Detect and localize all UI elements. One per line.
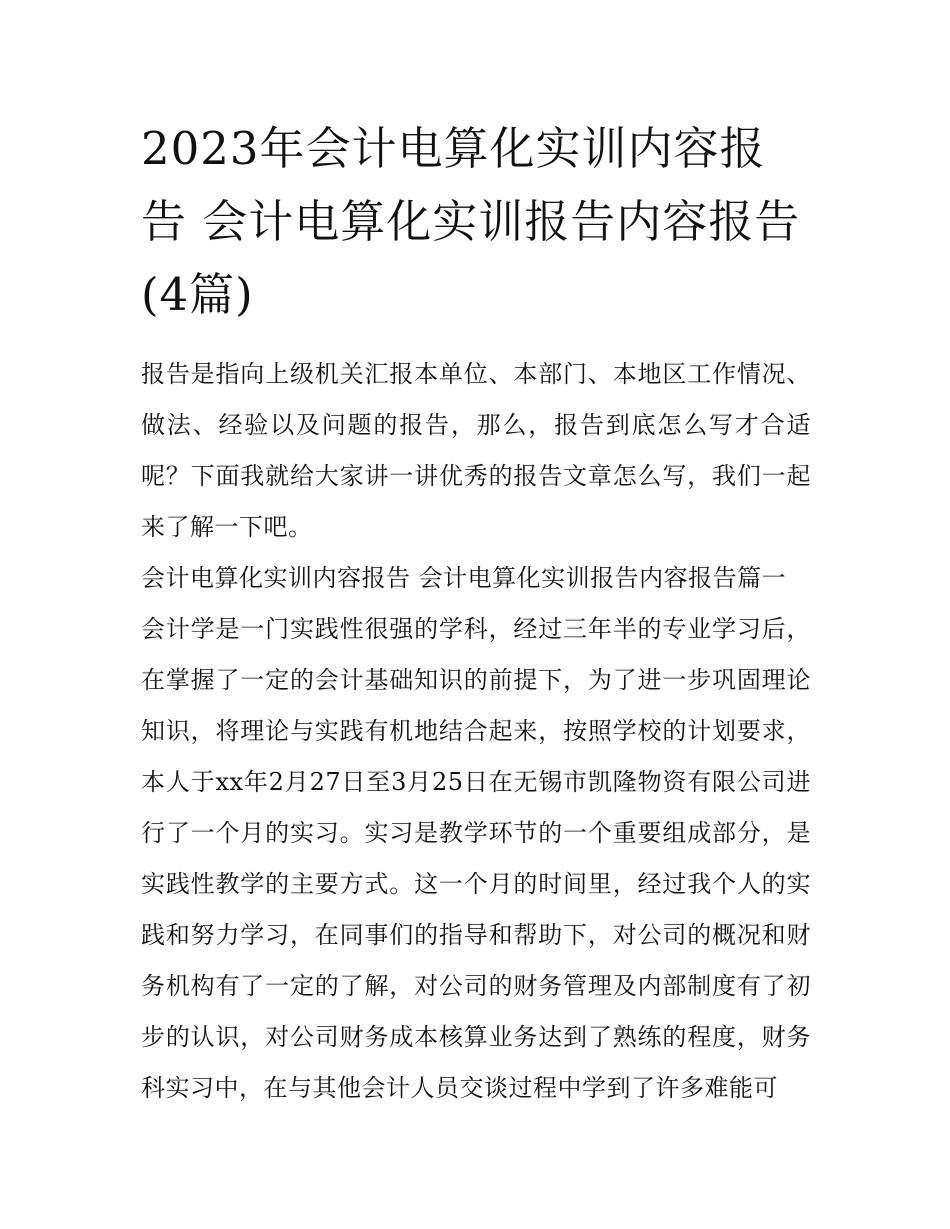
- document-content: [141, 112, 811, 1114]
- body-paragraph: 会计学是一门实践性很强的学科，经过三年半的专业学习后，在掌握了一定的会计基础知识的前提下，为了进一步巩固理论知识，将理论与实践有机地结合起来，按照学校的计划要求，本人于xx年2月27日至3月25日在无锡市凯隆物资有限公司进行了一个月的实习。实习是教学环节的一个重要组成部分，是实践性教学的主要方式。这一个月的时间里，经过我个人的实践和努力学习，在同事们的指导和帮助下，对公司的概况和财务机构有了一定的了解，对公司的财务管理及内部制度有了初步的认识，对公司财务成本核算业务达到了熟练的程度，财务科实习中，在与其他会计人员交谈过程中学到了许多难能可: [141, 615, 811, 1102]
- document-title: 2023年会计电算化实训内容报告 会计电算化实训报告内容报告(4篇): [141, 122, 801, 321]
- intro-paragraph: 报告是指向上级机关汇报本单位、本部门、本地区工作情况、做法、经验以及问题的报告，那么，报告到底怎么写才合适呢？下面我就给大家讲一讲优秀的报告文章怎么写，我们一起来了解一下吧。: [141, 360, 811, 541]
- document-body: [141, 349, 811, 1114]
- section-heading: 会计电算化实训内容报告 会计电算化实训报告内容报告篇一: [141, 564, 787, 592]
